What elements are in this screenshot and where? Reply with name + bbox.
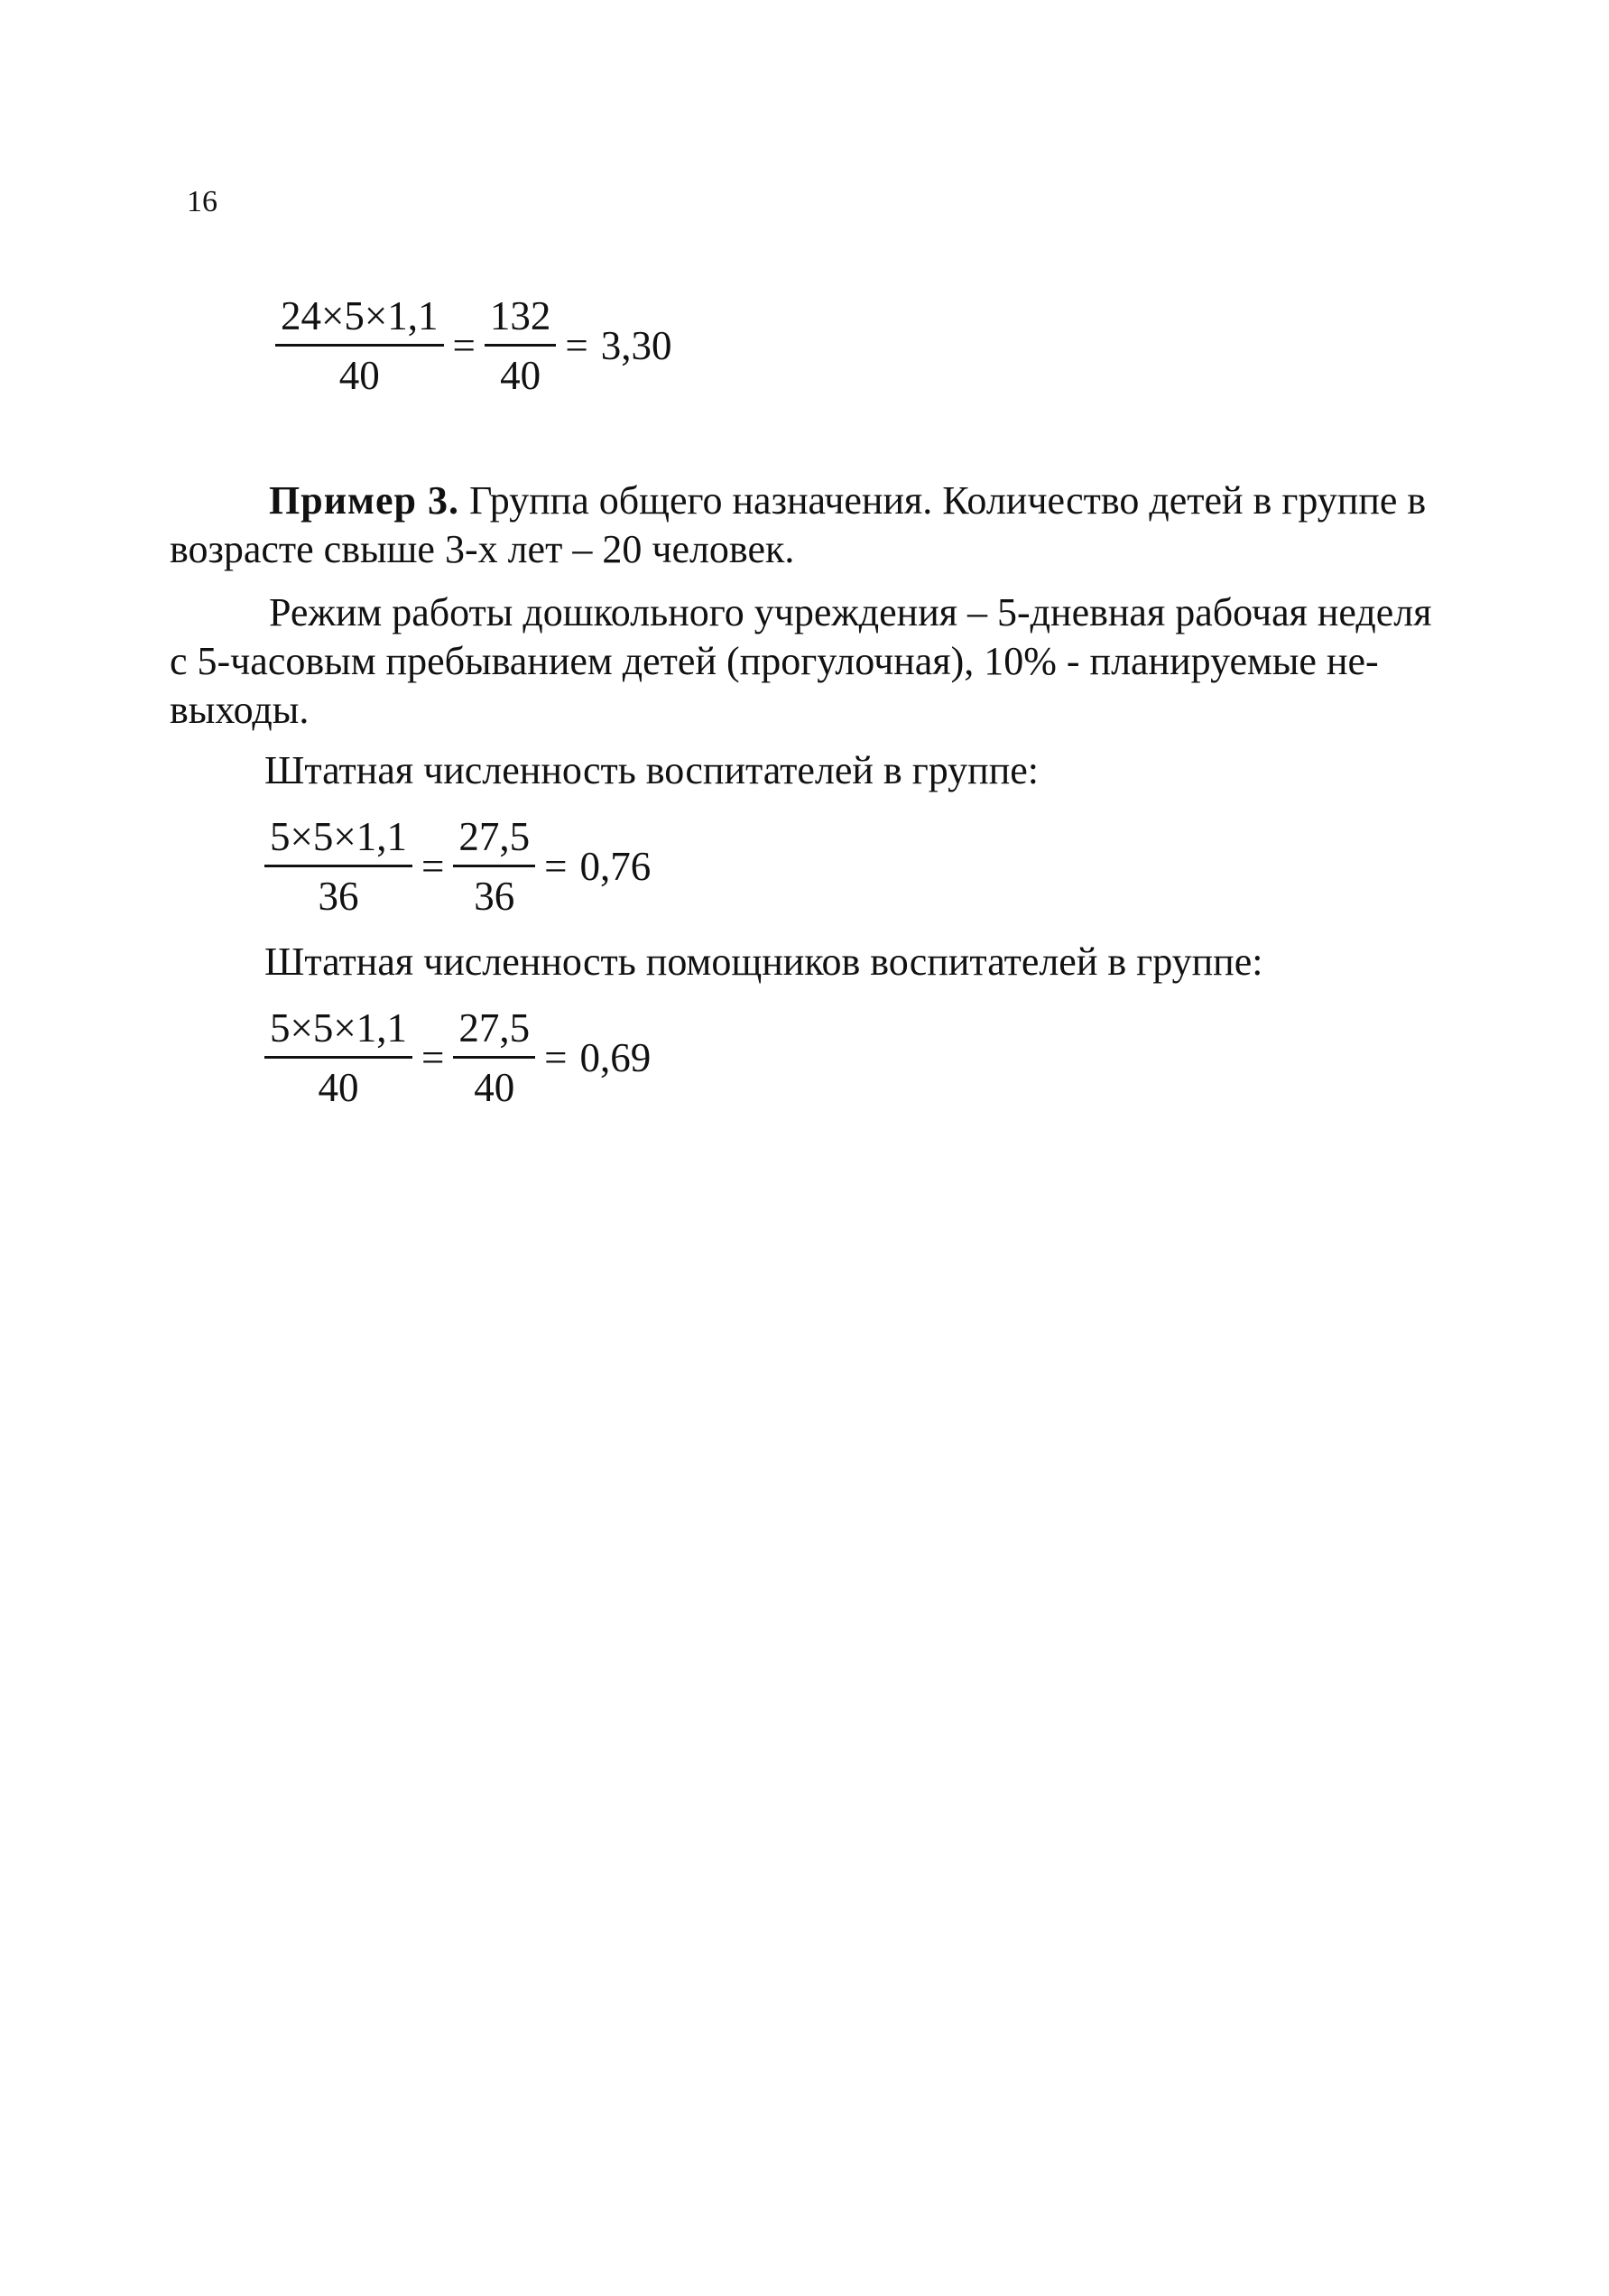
denominator: 40 — [338, 353, 380, 398]
formula-result: 0,76 — [579, 844, 652, 889]
fraction-right — [485, 293, 557, 398]
paragraph-line: Режим работы дошкольного учреждения – 5-дневная рабочая неделя — [269, 590, 1432, 634]
equals-sign: = — [544, 844, 568, 889]
formula-assistants — [264, 1005, 652, 1110]
numerator: 27,5 — [458, 814, 531, 859]
numerator: 5×5×1,1 — [270, 1005, 408, 1051]
equals-sign: = — [565, 323, 588, 368]
denominator: 36 — [474, 874, 515, 919]
paragraph-line: возрасте свыше 3-х лет – 20 человек. — [170, 527, 795, 571]
mode-paragraph — [170, 588, 1478, 735]
numerator: 27,5 — [458, 1005, 531, 1051]
fraction-left — [264, 814, 412, 919]
numerator: 24×5×1,1 — [281, 293, 439, 338]
formula-result: 3,30 — [600, 323, 672, 368]
equals-sign: = — [421, 1035, 445, 1080]
denominator: 40 — [318, 1065, 359, 1110]
denominator: 40 — [474, 1065, 515, 1110]
paragraph-line: с 5-часовым пребыванием детей (прогулочная), 10% - планируемые не- — [170, 639, 1379, 683]
formula-educators — [264, 814, 652, 919]
formula-teachers-example — [275, 293, 672, 398]
equals-sign: = — [452, 323, 476, 368]
assistants-heading: Штатная численность помощников воспитателей в группе: — [264, 940, 1263, 984]
fraction-right — [453, 814, 535, 919]
fraction-right — [453, 1005, 535, 1110]
educators-heading: Штатная численность воспитателей в группе: — [264, 748, 1040, 792]
denominator: 36 — [318, 874, 359, 919]
formula-result: 0,69 — [579, 1035, 652, 1080]
denominator: 40 — [500, 353, 541, 398]
example-3-paragraph — [170, 477, 1478, 574]
page-number: 16 — [187, 185, 217, 218]
example-label: Пример 3. — [269, 478, 460, 523]
fraction-left — [275, 293, 444, 398]
fraction-left — [264, 1005, 412, 1110]
equals-sign: = — [544, 1035, 568, 1080]
numerator: 5×5×1,1 — [270, 814, 408, 859]
numerator: 132 — [489, 293, 551, 338]
paragraph-line: выходы. — [170, 688, 310, 732]
paragraph-line — [170, 477, 1478, 525]
example-text: Группа общего назначения. Количество детей в группе в — [469, 478, 1427, 523]
equals-sign: = — [421, 844, 445, 889]
